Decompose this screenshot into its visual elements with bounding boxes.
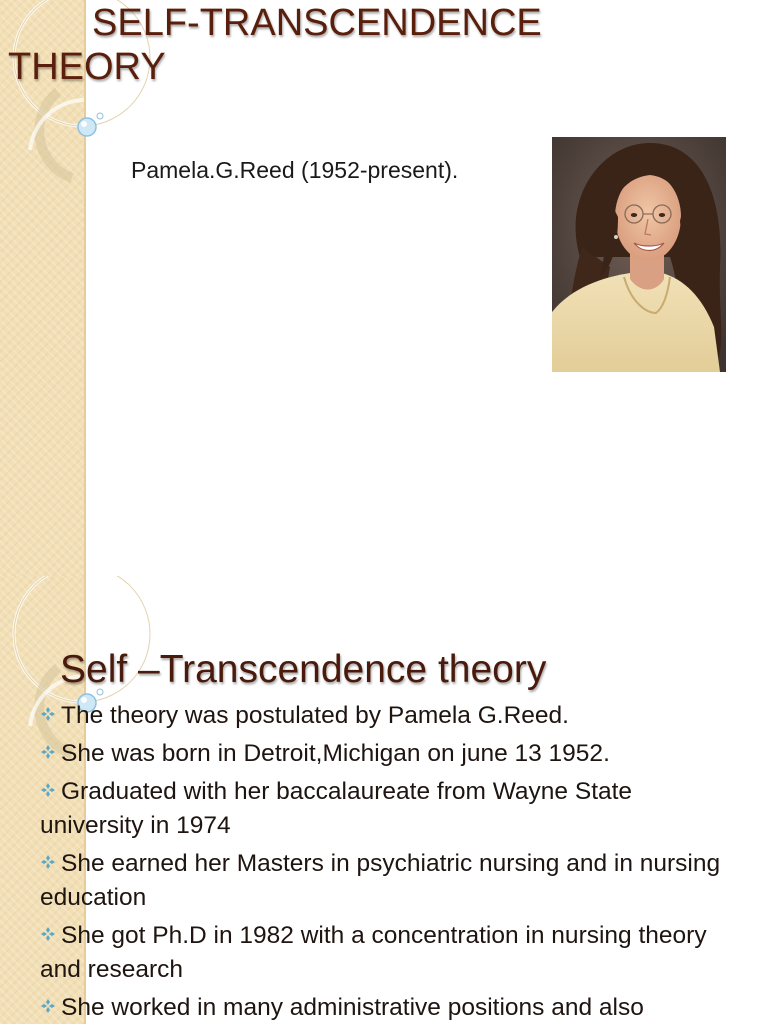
diamond-bullet-icon: [40, 918, 61, 952]
list-item: [40, 918, 730, 987]
bullet-text: She was born in Detroit,Michigan on june 13 1952.: [61, 740, 610, 767]
bullet-text: She earned her Masters in psychiatric nursing and in nursing education: [40, 850, 721, 911]
diamond-bullet-icon: [40, 846, 61, 880]
list-item: [40, 736, 730, 771]
bullet-text: The theory was postulated by Pamela G.Reed.: [61, 702, 569, 729]
slide-title: SELF-TRANSCENDENCE THEORY: [8, 2, 542, 88]
bullet-list: [40, 698, 730, 1024]
list-item: [40, 698, 730, 733]
portrait-photo: [552, 137, 726, 372]
diamond-bullet-icon: [40, 774, 61, 808]
bullet-text: Graduated with her baccalaureate from Wayne State university in 1974: [40, 778, 633, 839]
presenter-subtitle: Pamela.G.Reed (1952-present).: [131, 157, 459, 183]
list-item: [40, 846, 730, 915]
list-item: [40, 774, 730, 843]
list-item: [40, 990, 730, 1024]
slide-title: Self –Transcendence theory: [60, 648, 547, 691]
slide-2: [0, 576, 768, 1024]
bullet-text: She worked in many administrative positions and also: [61, 994, 644, 1021]
bullet-text: She got Ph.D in 1982 with a concentration in nursing theory and research: [40, 922, 707, 983]
diamond-bullet-icon: [40, 990, 61, 1024]
diamond-bullet-icon: [40, 698, 61, 732]
diamond-bullet-icon: [40, 736, 61, 770]
